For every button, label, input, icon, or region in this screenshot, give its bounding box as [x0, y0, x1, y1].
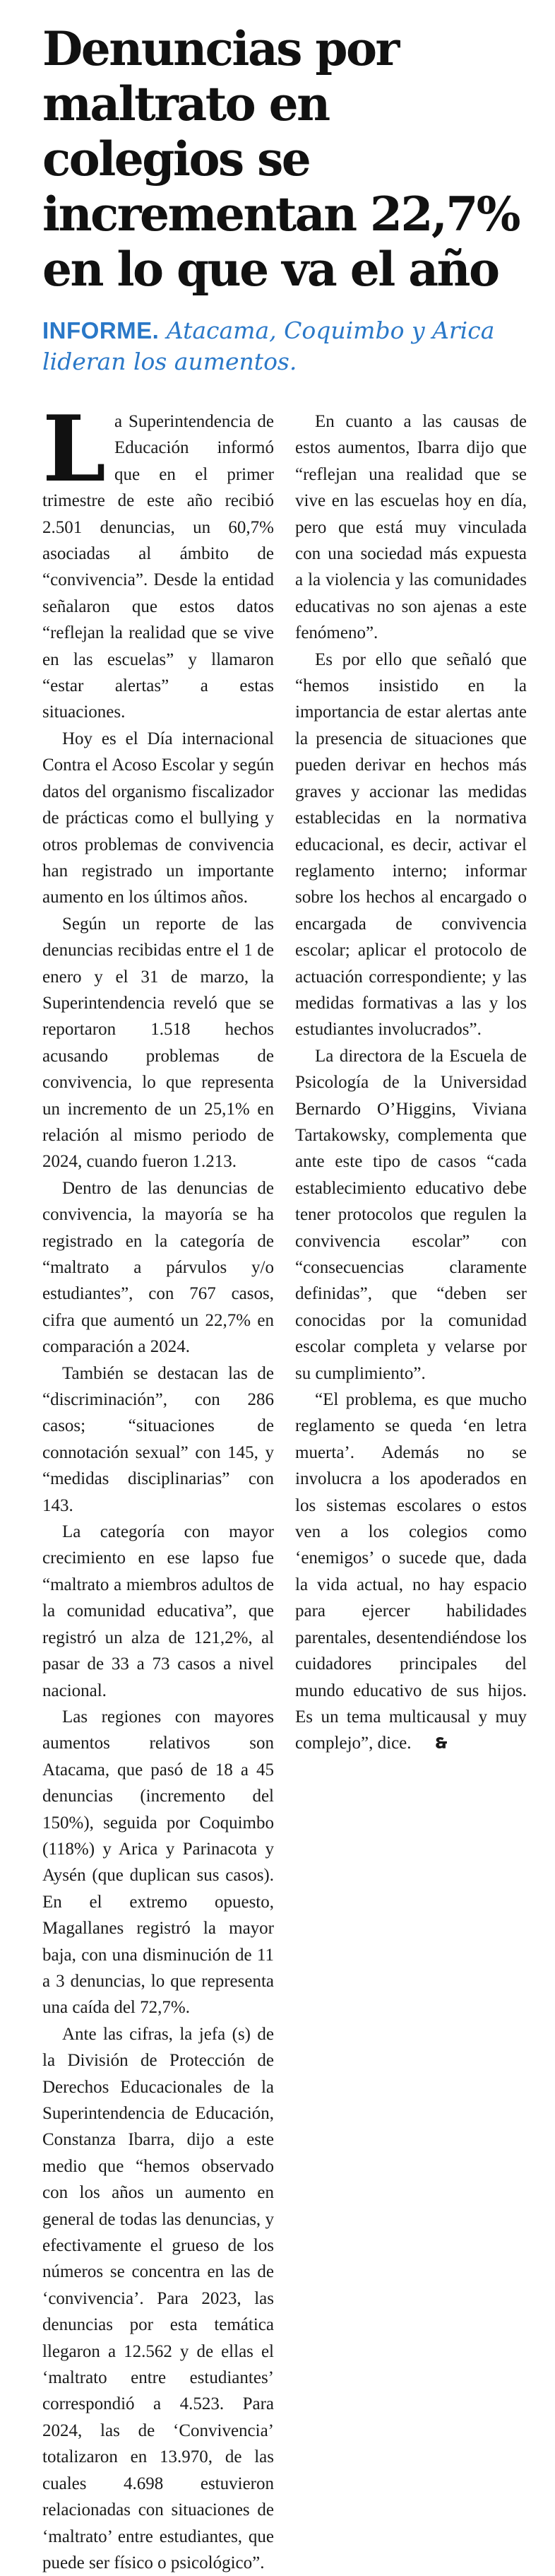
article-body	[42, 396, 527, 2576]
paragraph: Ante las cifras, la jefa (s) de la División de Protección de Derechos Educacionales de la Superintendencia de Educación, Constanza Ibarra, dijo a este medio que “hemos observado con los años un aumento en general de todas las denuncias, y efectivamente el grueso de los números se concentra en las de ‘convivencia’. Para 2023, las denuncias por esta temática llegaron a 12.562 y de ellas el ‘maltrato entre estudiantes’ correspondió a 4.523. Para 2024, las de ‘Convivencia’ totalizaron en 13.970, de las cuales 4.698 estuvieron relacionadas con situaciones de ‘maltrato’ entre estudiantes, que puede ser físico o psicológico”.	[42, 2024, 274, 2572]
end-of-article-icon: 🙳	[435, 1735, 448, 1753]
kicker-label: INFORME.	[42, 317, 160, 343]
paragraph: También se destacan las de “discriminación”, con 286 casos; “situaciones de connotación sexual” con 145, y “medidas disciplinarias” con 143.	[42, 1363, 274, 1515]
paragraph: Las regiones con mayores aumentos relativos son Atacama, que pasó de 18 a 45 denuncias (incremento del 150%), seguida por Coquimbo (118%) y Arica y Parinacota y Aysén (que duplican sus casos). En el extremo opuesto, Magallanes registró la mayor baja, con una disminución de 11 a 3 denuncias, lo que representa una caída del 72,7%.	[42, 1707, 274, 2018]
paragraph-text: a Superintendencia de Educación informó que en el primer trimestre de este año recibió 2.501 denuncias, un 60,7% asociadas al ámbito de “convivencia”. Desde la entidad señalaron que estos datos “reflejan la realidad que se vive en las escuelas” y llamaron “estar alertas” a estas situaciones.	[42, 412, 274, 722]
paragraph: La categoría con mayor crecimiento en ese lapso fue “maltrato a miembros adultos de la comunidad educativa”, que registró un alza de 121,2%, al pasar de 33 a 73 casos a nivel nacional.	[42, 1522, 274, 1700]
paragraph: La directora de la Escuela de Psicología de la Universidad Bernardo O’Higgins, Viviana Tartakowsky, complementa que ante este tipo de casos “cada establecimiento educativo debe tener protocolos que regulen la convivencia escolar” con “consecuencias claramente definidas”, que “deben ser conocidas por la comunidad escolar completa y velarse por su cumplimiento”.	[295, 1046, 527, 1383]
kicker-text: Atacama, Coquimbo y Arica lideran los aumentos.	[42, 317, 495, 375]
paragraph: Hoy es el Día internacional Contra el Acoso Escolar y según datos del organismo fiscalizador de prácticas como el bullying y otros problemas de convivencia han registrado un importante aumento en los últimos años.	[42, 729, 274, 907]
paragraph	[42, 396, 274, 726]
paragraph-text: “El problema, es que mucho reglamento se queda ‘en letra muerta’. Además no se involucra a los apoderados en los sistemas escolares o estos ven a los colegios como ‘enemigos’ o sucede que, dada la vida actual, no hay espacio para ejercer habilidades parentales, desentendiéndose los cuidadores principales del mundo educativo de sus hijos. Es un tema multicausal y muy complejo”, dice.	[295, 1390, 527, 1753]
headline: Denuncias por maltrato en colegios se incrementan 22,7% en lo que va el año	[42, 21, 519, 297]
paragraph: Dentro de las denuncias de convivencia, la mayoría se ha registrado en la categoría de “maltrato a párvulos y/o estudiantes”, con 767 casos, cifra que aumentó un 22,7% en comparación a 2024.	[42, 1178, 274, 1357]
paragraph: Es por ello que señaló que “hemos insistido en la importancia de estar alertas ante la presencia de situaciones que pueden derivar en hechos más graves y accionar las medidas establecidas en la normativa educacional, es decir, activar el reglamento interno; informar sobre los hechos al encargado o encargada de convivencia escolar; aplicar el protocolo de actuación correspondiente; y las medidas formativas a las y los estudiantes involucrados”.	[295, 649, 527, 1040]
drop-cap: L	[42, 396, 106, 502]
paragraph: Según un reporte de las denuncias recibidas entre el 1 de enero y el 31 de marzo, la Superintendencia reveló que se reportaron 1.518 hechos acusando problemas de convivencia, lo que representa un incremento de un 25,1% en relación al mismo periodo de 2024, cuando fueron 1.213.	[42, 914, 274, 1172]
paragraph	[295, 1387, 527, 1758]
paragraph: En cuanto a las causas de estos aumentos, Ibarra dijo que “reflejan una realidad que se vive en las escuelas hoy en día, pero que está muy vinculada con una sociedad más expuesta a la violencia y las comunidades educativas no son ajenas a este fenómeno”.	[295, 412, 527, 643]
kicker	[42, 315, 527, 377]
column-right	[295, 408, 527, 2576]
column-left	[42, 396, 274, 2576]
